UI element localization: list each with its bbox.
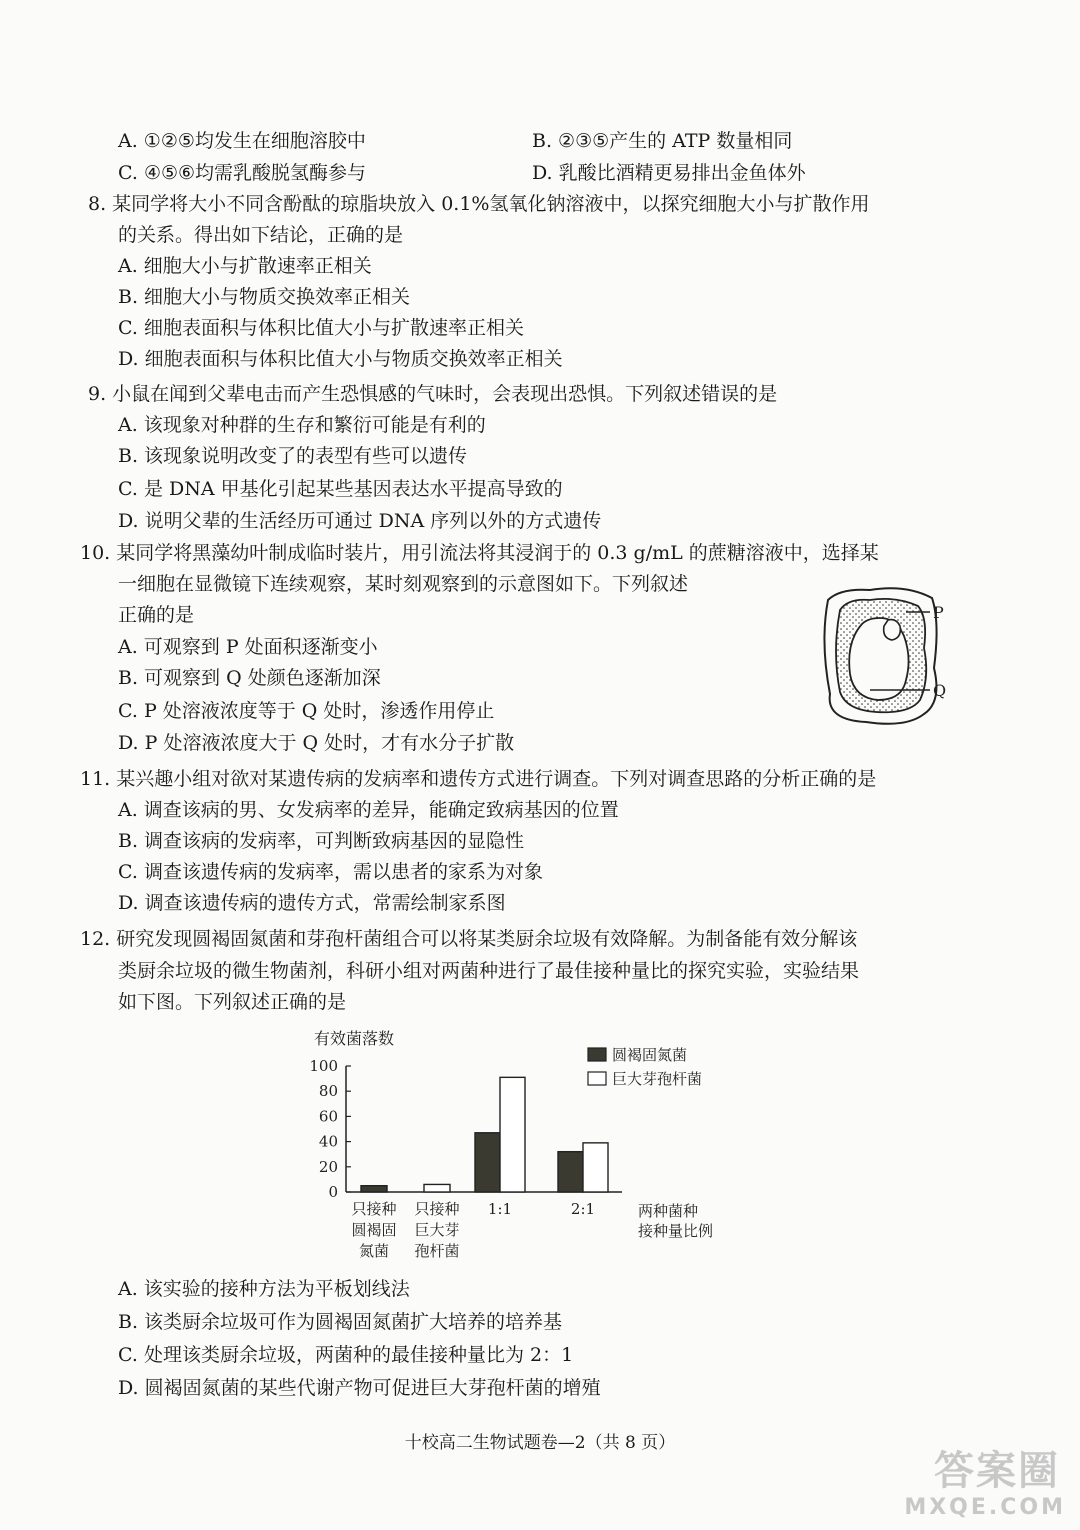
q9-option-c: C. 是 DNA 甲基化引起某些基因表达水平提高导致的 (118, 478, 563, 500)
bar-azotobacter-3 (558, 1152, 583, 1192)
q12-stem-line2: 类厨余垃圾的微生物菌剂，科研小组对两菌种进行了最佳接种量比的探究实验，实验结果 (118, 960, 860, 982)
y-tick-label: 40 (318, 1132, 338, 1151)
q11-option-d: D. 调查该遗传病的遗传方式，常需绘制家系图 (118, 892, 506, 914)
q12-stem-line1: 12. 研究发现圆褐固氮菌和芽孢杆菌组合可以将某类厨余垃圾有效降解。为制备能有效分解该 (80, 928, 858, 950)
q9-option-b: B. 该现象说明改变了的表型有些可以遗传 (118, 445, 468, 467)
q10-stem-line2: 一细胞在显微镜下连续观察，某时刻观察到的示意图如下。下列叙述 (118, 573, 689, 595)
q9-stem: 9. 小鼠在闻到父辈电击而产生恐惧感的气味时，会表现出恐惧。下列叙述错误的是 (88, 383, 778, 405)
label-p: P (933, 603, 944, 622)
x-tick-label: 只接种 (414, 1200, 460, 1218)
chart-xlabel-line2: 接种量比例 (638, 1222, 714, 1240)
y-tick-label: 20 (318, 1157, 338, 1176)
y-tick-label: 80 (318, 1082, 338, 1101)
chart-ylabel: 有效菌落数 (314, 1029, 395, 1048)
q11-option-b: B. 调查该病的发病率，可判断致病基因的显隐性 (118, 830, 525, 852)
q11-stem: 11. 某兴趣小组对欲对某遗传病的发病率和遗传方式进行调查。下列对调查思路的分析正确的是 (80, 768, 877, 790)
legend-swatch (588, 1072, 606, 1085)
q8-option-c: C. 细胞表面积与体积比值大小与扩散速率正相关 (118, 317, 524, 339)
plasmolysis-cell-diagram (806, 582, 956, 730)
y-tick-label: 0 (328, 1183, 338, 1201)
bar-bacillus-2 (500, 1077, 525, 1192)
q8-stem-line1: 8. 某同学将大小不同含酚酞的琼脂块放入 0.1%氢氧化钠溶液中，以探究细胞大小与扩散作用 (88, 193, 870, 215)
q9-option-a: A. 该现象对种群的生存和繁衍可能是有利的 (118, 414, 486, 436)
q12-option-c: C. 处理该类厨余垃圾，两菌种的最佳接种量比为 2：1 (118, 1344, 574, 1366)
q11-option-a: A. 调查该病的男、女发病率的差异，能确定致病基因的位置 (118, 799, 619, 821)
bar-azotobacter-2 (475, 1133, 500, 1192)
q12-option-a: A. 该实验的接种方法为平板划线法 (118, 1278, 410, 1300)
x-tick-label: 2:1 (570, 1200, 596, 1218)
q12-option-d: D. 圆褐固氮菌的某些代谢产物可促进巨大芽孢杆菌的增殖 (118, 1377, 601, 1399)
bar-bacillus-3 (583, 1143, 608, 1192)
q8-option-b: B. 细胞大小与物质交换效率正相关 (118, 286, 411, 308)
legend-label: 巨大芽孢杆菌 (612, 1070, 703, 1088)
colony-count-bar-chart (292, 1024, 752, 1264)
q11-option-c: C. 调查该遗传病的发病率，需以患者的家系为对象 (118, 861, 543, 883)
chart-xlabel-line1: 两种菌种 (638, 1202, 699, 1220)
q12-option-b: B. 该类厨余垃圾可作为圆褐固氮菌扩大培养的培养基 (118, 1311, 563, 1333)
x-tick-label: 只接种 (351, 1200, 397, 1218)
chloroplast-blob (884, 620, 901, 640)
q10-stem-line1: 10. 某同学将黑藻幼叶制成临时装片，用引流法将其浸润于的 0.3 g/mL 的蔗糖溶液中，选择某 (80, 542, 879, 564)
bar-bacillus-1 (424, 1184, 450, 1192)
x-tick-label: 圆褐固 (351, 1221, 397, 1239)
y-tick-label: 100 (309, 1057, 338, 1075)
q10-option-a: A. 可观察到 P 处面积逐渐变小 (118, 636, 378, 658)
y-tick-label: 60 (318, 1107, 338, 1126)
q7-option-c: C. ④⑤⑥均需乳酸脱氢酶参与 (118, 162, 367, 184)
q10-option-d: D. P 处溶液浓度大于 Q 处时，才有水分子扩散 (118, 732, 515, 754)
q10-option-b: B. 可观察到 Q 处颜色逐渐加深 (118, 667, 381, 689)
q9-option-d: D. 说明父辈的生活经历可通过 DNA 序列以外的方式遗传 (118, 510, 602, 532)
q12-stem-line3: 如下图。下列叙述正确的是 (118, 991, 347, 1013)
page-footer: 十校高二生物试题卷—2（共 8 页） (404, 1433, 676, 1453)
q7-option-a: A. ①②⑤均发生在细胞溶胶中 (118, 130, 366, 152)
label-q: Q (933, 681, 947, 700)
q8-stem-line2: 的关系。得出如下结论，正确的是 (118, 224, 404, 246)
q10-option-c: C. P 处溶液浓度等于 Q 处时，渗透作用停止 (118, 700, 495, 722)
legend-label: 圆褐固氮菌 (612, 1046, 688, 1064)
q8-option-d: D. 细胞表面积与体积比值大小与物质交换效率正相关 (118, 348, 563, 370)
x-tick-label: 氮菌 (358, 1242, 390, 1260)
watermark-url: MXQE.COM (904, 1495, 1066, 1520)
watermark-logo-text: 答案圈 (934, 1448, 1060, 1494)
legend-swatch (588, 1048, 606, 1061)
x-tick-label: 1:1 (487, 1200, 513, 1218)
bar-azotobacter-0 (361, 1186, 387, 1192)
q7-option-b: B. ②③⑤产生的 ATP 数量相同 (532, 130, 793, 152)
q10-stem-line3: 正确的是 (118, 604, 195, 626)
q8-option-a: A. 细胞大小与扩散速率正相关 (118, 255, 372, 277)
q7-option-d: D. 乳酸比酒精更易排出金鱼体外 (532, 162, 806, 184)
x-tick-label: 孢杆菌 (414, 1242, 460, 1260)
x-tick-label: 巨大芽 (414, 1221, 460, 1239)
